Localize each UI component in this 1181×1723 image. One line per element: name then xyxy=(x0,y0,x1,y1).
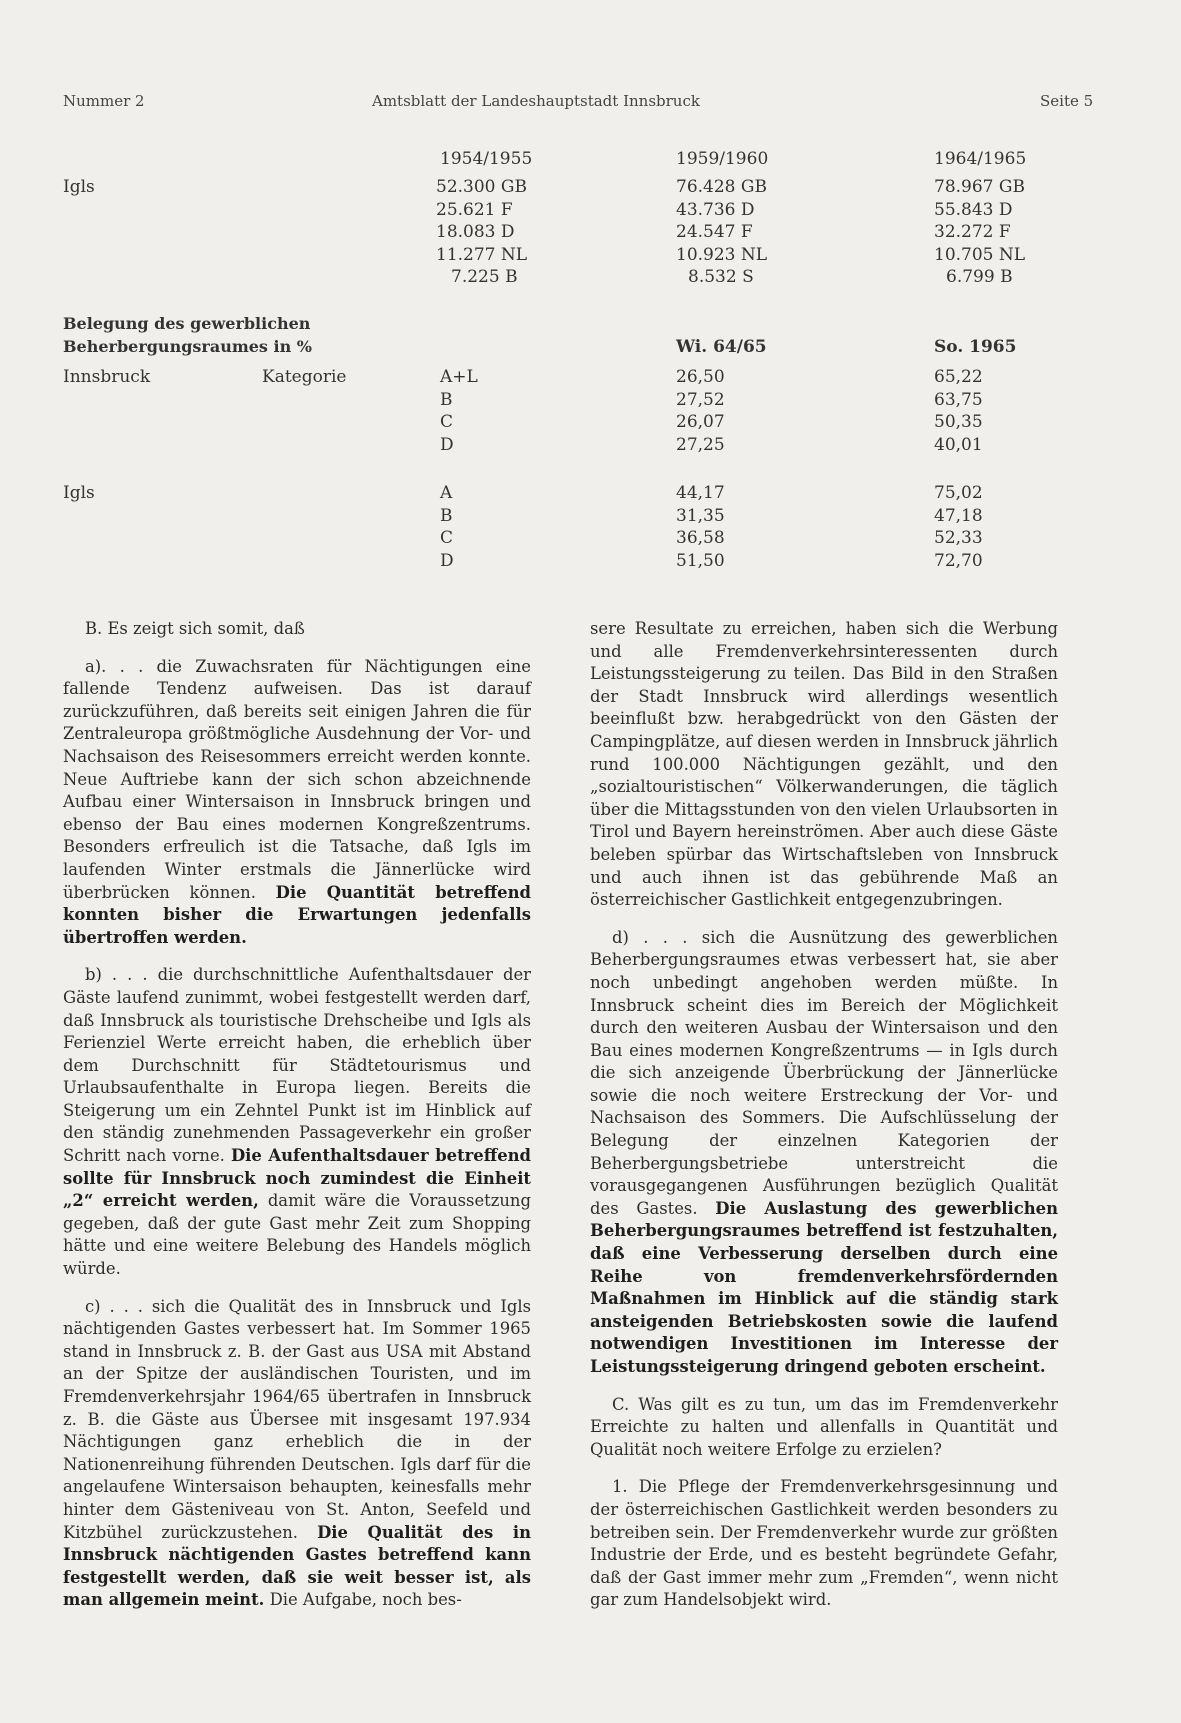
table1-cell: 18.083 D xyxy=(436,222,515,242)
category-cell: A+L xyxy=(440,367,478,387)
category-cell: B xyxy=(440,505,453,526)
paragraph-b-conclusion: Die Aufenthaltsdauer betreffend sollte für Innsbruck noch zumindest die Einheit „2“ erreicht werden, xyxy=(63,1146,531,1211)
table2-summer-innsbruck xyxy=(934,366,983,456)
value-cell: 47,18 xyxy=(934,505,983,526)
table1-cell: 10.705 NL xyxy=(934,244,1026,265)
category-cell: B xyxy=(440,389,453,410)
table1-cell: 7.225 B xyxy=(451,267,518,287)
value-cell: 36,58 xyxy=(676,528,725,548)
table1-column-3 xyxy=(934,176,1025,289)
table1-cell: 25.621 F xyxy=(436,199,513,220)
table1-column-1 xyxy=(436,176,527,289)
table1-cell: 10.923 NL xyxy=(676,244,768,265)
table2-winter-igls xyxy=(676,482,725,572)
value-cell: 52,33 xyxy=(934,528,983,548)
table1-cell: 24.547 F xyxy=(676,222,753,242)
value-cell: 72,70 xyxy=(934,550,983,571)
value-cell: 63,75 xyxy=(934,389,983,410)
table2-city-innsbruck: Innsbruck xyxy=(63,367,151,387)
value-cell: 27,52 xyxy=(676,389,725,410)
table2-winter-innsbruck xyxy=(676,366,725,456)
value-cell: 26,50 xyxy=(676,367,725,387)
left-text-column xyxy=(63,618,531,1612)
right-text-column xyxy=(590,618,1058,1612)
value-cell: 31,35 xyxy=(676,505,725,526)
table1-cell: 55.843 D xyxy=(934,199,1013,220)
table2-city-igls: Igls xyxy=(63,483,95,503)
paragraph-a-text: a). . . die Zuwachsraten für Nächtigungen eine fallende Tendenz aufweisen. Das ist darauf zurückzuführen, daß bereits seit einigen Jahren die für Zentraleuropa größtmögliche Ausdehnung der Vor- und Nachsaison des Reisesommers erreicht werden konnte. Neue Auftriebe kann der sich schon abzeichnende Aufbau einer Wintersaison in Innsbruck bringen und ebenso der Bau eines modernen Kongreßzentrums. Besonders erfreulich ist die Tatsache, daß Igls im laufenden Winter erstmals die Jännerlücke wird überbrücken können. xyxy=(63,656,531,902)
table2-kategorie-label: Kategorie xyxy=(262,367,347,387)
table1-cell: 43.736 D xyxy=(676,199,755,220)
category-cell: D xyxy=(440,434,454,455)
paragraph-d xyxy=(590,927,1058,1379)
table2-categories-igls xyxy=(440,482,454,572)
paragraph-d-text: d) . . . sich die Ausnützung des gewerblichen Beherbergungsraumes etwas verbessert hat, sie aber noch unbedingt angehoben werden müßte. In Innsbruck scheint dies im Bereich der Möglichkeit durch den weiteren Ausbau der Wintersaison und den Bau eines modernen Kongreßzentrums — in Igls durch die sich anzeigende Überbrückung der Jännerlücke sowie die noch weitere Erstreckung der Vor- und Nachsaison des Sommers. Die Aufschlüsselung der Belegung der einzelnen Kategorien der Beherbergungsbetriebe unterstreicht die vorausgegangenen Ausführungen bezüglich Qualität des Gastes. xyxy=(590,927,1058,1218)
category-cell: C xyxy=(440,412,454,432)
table2-categories-innsbruck xyxy=(440,366,478,456)
table1-cell: 8.532 S xyxy=(688,267,754,287)
paragraph-item-1: 1. Die Pflege der Fremdenverkehrsgesinnung und der österreichischen Gastlichkeit werden besonders zu betreiben sein. Der Fremdenverkehr wurde zur größten Industrie der Erde, und es besteht begründete Gefahr, daß der Gast immer mehr zum „Fremden“, wenn nicht gar zum Handelsobjekt wird. xyxy=(590,1477,1058,1610)
paragraph-c-rest: Die Aufgabe, noch bes- xyxy=(264,1590,462,1610)
paragraph-d-conclusion: Die Auslastung des gewerblichen Beherbergungsraumes betreffend ist festzuhalten, daß eine Verbesserung derselben durch eine Reihe von fremdenverkehrsfördernden Maßnahmen im Hinblick auf die ständig stark ansteigenden Betriebskosten sowie die laufend notwendigen Investitionen im Interesse der Leistungssteigerung dringend geboten erscheint. xyxy=(590,1198,1058,1376)
paragraph-b-rest: damit wäre die Voraussetzung gegeben, daß der gute Gast mehr Zeit zum Shopping hätte und eine weitere Belebung des Handels möglich würde. xyxy=(63,1191,531,1279)
table2-title-line: Beherbergungsraumes in % xyxy=(63,337,312,356)
table1-year-3: 1964/1965 xyxy=(934,149,1027,169)
table1-cell: 11.277 NL xyxy=(436,244,528,265)
table2-head-winter: Wi. 64/65 xyxy=(676,337,767,357)
paragraph-continuation: sere Resultate zu erreichen, haben sich die Werbung und alle Fremdenverkehrsinteressenten durch Leistungssteigerung zu teilen. Das Bild in den Straßen der Stadt Innsbruck wird allerdings wesentlich beeinflußt bzw. herabgedrückt von den Gästen der Campingplätze, auf diesen werden in Innsbruck jährlich rund 100.000 Nächtigungen gezählt, und den „sozialtouristischen“ Völkerwanderungen, die täglich über die Mittagsstunden von den vielen Urlaubsorten in Tirol und Bayern hereinströmen. Aber auch diese Gäste beleben spürbar das Wirtschaftsleben von Innsbruck und auch ihnen ist das gebührende Maß an österreichischer Gastlichkeit entgegenzubringen. xyxy=(590,619,1058,910)
page-label: Seite 5 xyxy=(1040,92,1094,110)
table2-title xyxy=(63,312,312,358)
table1-column-2 xyxy=(676,176,767,289)
paragraph-b xyxy=(63,964,531,1280)
paragraph-c xyxy=(63,1296,531,1612)
value-cell: 50,35 xyxy=(934,412,983,432)
value-cell: 27,25 xyxy=(676,434,725,455)
value-cell: 44,17 xyxy=(676,483,725,503)
table2-title-line: Belegung des gewerblichen xyxy=(63,314,311,333)
table2-summer-igls xyxy=(934,482,983,572)
page-number-label: Nummer 2 xyxy=(63,92,145,110)
category-cell: A xyxy=(440,483,453,503)
table1-cell: 78.967 GB xyxy=(934,177,1025,197)
table1-row-label: Igls xyxy=(63,177,95,197)
publication-title: Amtsblatt der Landeshauptstadt Innsbruck xyxy=(372,92,700,110)
paragraph-section-b: B. Es zeigt sich somit, daß xyxy=(85,619,305,638)
value-cell: 26,07 xyxy=(676,412,725,432)
value-cell: 75,02 xyxy=(934,483,983,503)
table1-cell: 52.300 GB xyxy=(436,177,527,197)
table1-year-2: 1959/1960 xyxy=(676,149,769,169)
value-cell: 40,01 xyxy=(934,434,983,455)
paragraph-a-conclusion: Die Quantität betreffend konnten bisher die Erwartungen jedenfalls übertroffen werden. xyxy=(63,882,531,947)
paragraph-c-conclusion: Die Qualität des in Innsbruck nächtigenden Gastes betreffend kann festgestellt werden, daß sie weit besser ist, als man allgemein meint. xyxy=(63,1522,532,1610)
paragraph-a xyxy=(63,656,531,950)
category-cell: D xyxy=(440,550,454,571)
category-cell: C xyxy=(440,528,454,548)
value-cell: 65,22 xyxy=(934,367,983,387)
table1-cell: 76.428 GB xyxy=(676,177,767,197)
paragraph-section-c: C. Was gilt es zu tun, um das im Fremdenverkehr Erreichte zu halten und allenfalls in Quantität und Qualität noch weitere Erfolge zu erzielen? xyxy=(590,1394,1058,1459)
table2-head-summer: So. 1965 xyxy=(934,337,1017,357)
table1-year-1: 1954/1955 xyxy=(440,149,533,169)
value-cell: 51,50 xyxy=(676,550,725,571)
paragraph-b-text: b) . . . die durchschnittliche Aufenthaltsdauer der Gäste laufend zunimmt, wobei festgestellt werden darf, daß Innsbruck als touristische Drehscheibe und Igls als Ferienziel Werte erreicht haben, die erheblich über dem Durchschnitt für Städtetourismus und Urlaubsaufenthalte in Europa liegen. Bereits die Steigerung um ein Zehntel Punkt ist im Hinblick auf den ständig zunehmenden Passageverkehr ein großer Schritt nach vorne. xyxy=(63,965,531,1166)
table1-cell: 32.272 F xyxy=(934,222,1011,242)
paragraph-c-text: c) . . . sich die Qualität des in Innsbruck und Igls nächtigenden Gastes verbessert hat. Im Sommer 1965 stand in Innsbruck z. B. der Gast aus USA mit Abstand an der Spitze der ausländischen Touristen, und im Fremdenverkehrsjahr 1964/65 übertrafen in Innsbruck z. B. die Gäste aus Übersee mit insgesamt 197.934 Nächtigungen ganz erheblich die in der Nationenreihung führenden Deutschen. Igls darf für die angelaufene Wintersaison behaupten, keinesfalls mehr hinter dem Gästeniveau von St. Anton, Seefeld und Kitzbühel zurückzustehen. xyxy=(63,1296,531,1542)
table1-cell: 6.799 B xyxy=(946,267,1013,287)
